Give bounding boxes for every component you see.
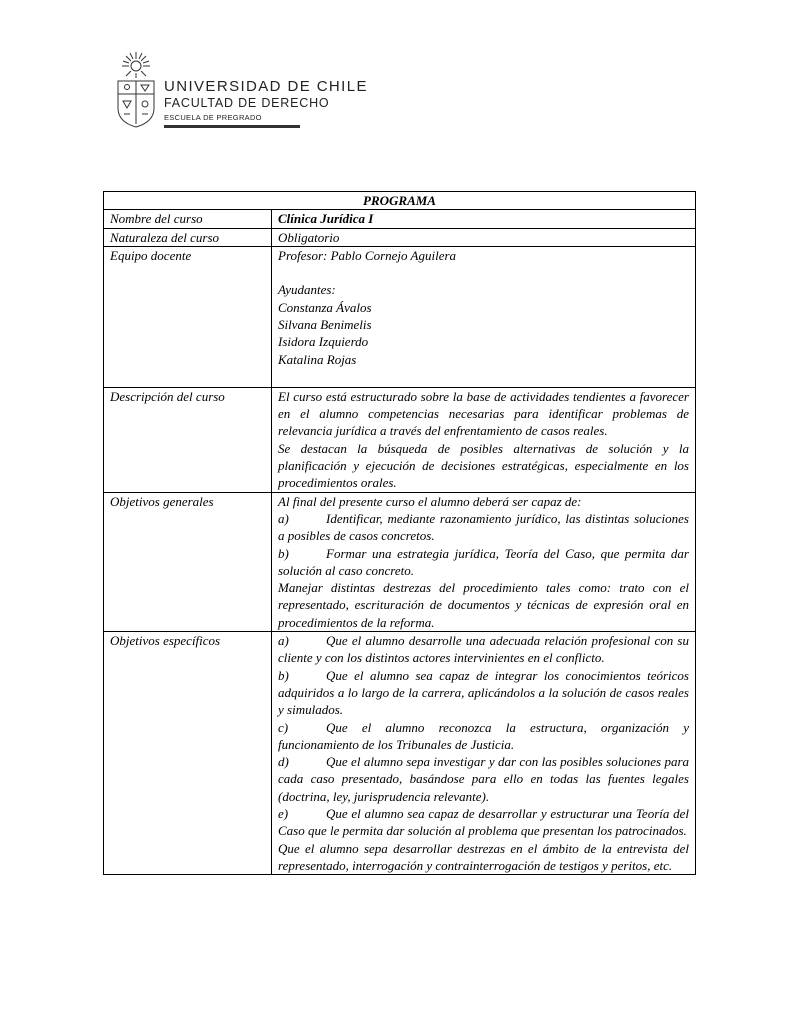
course-name-value: Clínica Jurídica I <box>272 210 696 228</box>
objective-marker: a) <box>278 633 289 649</box>
objective-marker: d) <box>278 754 289 770</box>
general-objectives-value <box>272 492 696 631</box>
course-nature-value: Obligatorio <box>272 228 696 246</box>
objective-item <box>278 545 689 580</box>
objective-text: Que el alumno sepa investigar y dar con las posibles soluciones para cada caso presentado, basándose para ello en todas las fuentes legales (doctrina, ley, jurisprudencia relevante). <box>278 754 689 804</box>
objective-text: Identificar, mediante razonamiento jurídico, las distintas soluciones a posibles de casos concretos. <box>278 510 689 544</box>
objective-item <box>278 632 689 667</box>
program-table <box>103 191 696 875</box>
specific-objectives-value <box>272 632 696 875</box>
assistant-name: Silvana Benimelis <box>278 317 372 333</box>
objective-text: Que el alumno sea capaz de desarrollar y estructurar una Teoría del Caso que le permita dar solución al problema que presentan los patrocinados. <box>278 806 689 839</box>
objective-item <box>278 510 689 545</box>
university-header <box>114 50 368 130</box>
course-name-row <box>104 210 696 228</box>
professor-name: Profesor: Pablo Cornejo Aguilera <box>278 247 457 263</box>
teaching-team-row <box>104 246 696 387</box>
course-nature-row <box>104 228 696 246</box>
course-description-row <box>104 387 696 492</box>
general-objectives-closing: Manejar distintas destrezas del procedimiento tales como: trato con el representado, escrituración de documentos y técnicas de expresión oral en procedimientos de la reforma. <box>278 580 689 630</box>
teaching-team-value <box>272 246 696 387</box>
objective-text: Que el alumno desarrolle una adecuada relación profesional con su cliente y con los distintos actores intervinientes en el conflicto. <box>278 633 689 666</box>
objective-text: Que el alumno reconozca la estructura, organización y funcionamiento de los Tribunales de Justicia. <box>278 719 689 752</box>
objective-marker: b) <box>278 667 289 683</box>
description-paragraph: El curso está estructurado sobre la base de actividades tendientes a favorecer en el alumno competencias necesarias para identificar problemas de relevancia jurídica a través del enfrentamiento de casos reales. <box>278 388 689 439</box>
university-name: UNIVERSIDAD DE CHILE <box>164 78 368 95</box>
objective-marker: e) <box>278 806 289 822</box>
description-paragraph: Se destacan la búsqueda de posibles alternativas de solución y la planificación y ejecución de decisiones estratégicas, especialmente en los procedimientos orales. <box>278 440 689 491</box>
assistant-name: Constanza Ávalos <box>278 299 372 315</box>
objective-item <box>278 667 689 719</box>
objective-marker: c) <box>278 719 289 735</box>
specific-objectives-label: Objetivos específicos <box>104 632 272 875</box>
course-description-value <box>272 387 696 492</box>
specific-objectives-row <box>104 632 696 875</box>
objective-text: Que el alumno sea capaz de integrar los conocimientos teóricos adquiridos a lo largo de la carrera, aplicándolos a la solución de casos reales y simulados. <box>278 667 689 718</box>
assistant-name: Katalina Rojas <box>278 351 357 367</box>
general-objectives-intro: Al final del presente curso el alumno deberá ser capaz de: <box>278 493 582 509</box>
program-title: PROGRAMA <box>104 192 696 210</box>
objective-item <box>278 719 689 754</box>
course-name-label: Nombre del curso <box>104 210 272 228</box>
course-description-label: Descripción del curso <box>104 387 272 492</box>
course-nature-label: Naturaleza del curso <box>104 228 272 246</box>
objective-text: Formar una estrategia jurídica, Teoría del Caso, que permita dar solución al caso concreto. <box>278 545 689 578</box>
objective-marker: a) <box>278 510 289 526</box>
university-crest-logo <box>114 50 158 128</box>
header-divider <box>164 125 300 128</box>
general-objectives-row <box>104 492 696 631</box>
school-name: ESCUELA DE PREGRADO <box>164 113 262 122</box>
teaching-team-label: Equipo docente <box>104 246 272 387</box>
assistants-label: Ayudantes: <box>278 282 336 298</box>
program-title-row <box>104 192 696 210</box>
general-objectives-label: Objetivos generales <box>104 492 272 631</box>
specific-objectives-closing: Que el alumno sepa desarrollar destrezas en el ámbito de la entrevista del representado, interrogación y contrainterrogación de testigos y peritos, etc. <box>278 840 689 873</box>
faculty-name: FACULTAD DE DERECHO <box>164 96 330 110</box>
objective-item <box>278 753 689 805</box>
assistant-name: Isidora Izquierdo <box>278 334 369 350</box>
objective-item <box>278 805 689 840</box>
objective-marker: b) <box>278 545 289 561</box>
